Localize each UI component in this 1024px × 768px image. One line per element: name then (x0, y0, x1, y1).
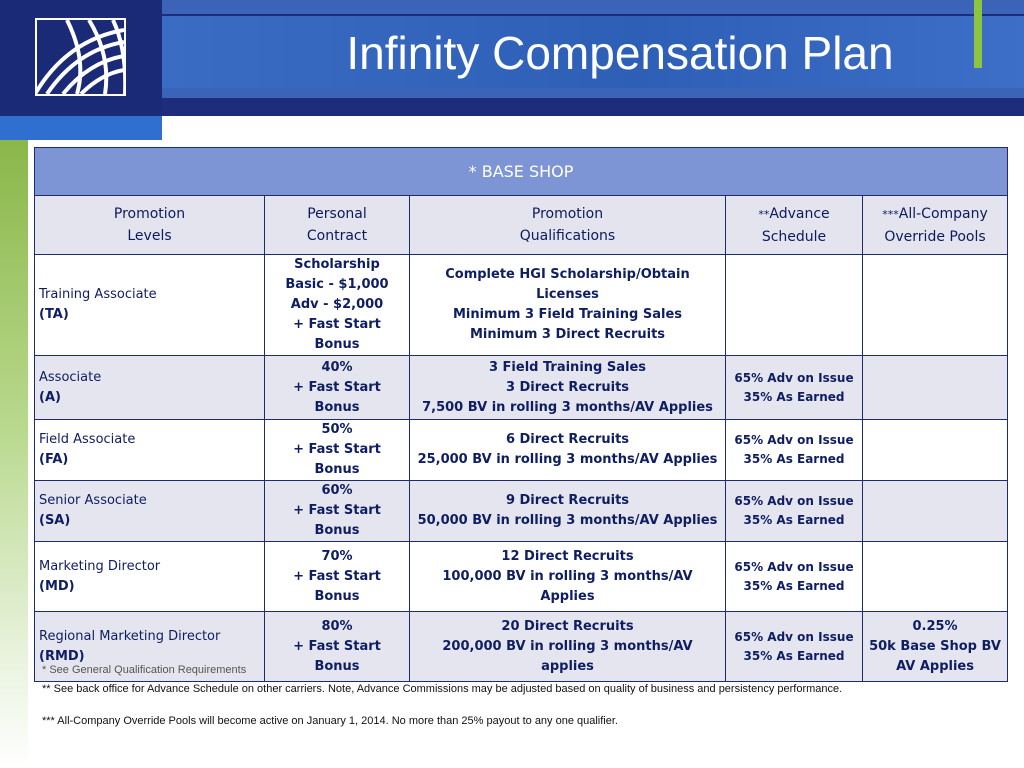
override-cell (863, 420, 1008, 481)
cell-line: + Fast Start Bonus (293, 503, 381, 538)
cell-line: Basic - $1,000 (285, 277, 389, 292)
header-stripe-top (162, 0, 1024, 14)
level-abbr: (FA) (39, 452, 69, 467)
column-header-advance-schedule (726, 196, 863, 255)
cell-line: Scholarship (294, 257, 380, 272)
cell-line: 7,500 BV in rolling 3 months/AV Applies (422, 399, 713, 415)
cell-line: 50,000 BV in rolling 3 months/AV Applies (417, 513, 718, 528)
level-abbr: (RMD) (39, 648, 85, 664)
cell-line: 3 Field Training Sales (488, 359, 647, 375)
override-cell (863, 481, 1008, 542)
cell-line: 25,000 BV in rolling 3 months/AV Applies (417, 452, 718, 467)
cell-line: 35% As Earned (743, 513, 845, 527)
cell-line: 9 Direct Recruits (505, 493, 630, 508)
cell-line: 60% (321, 483, 353, 498)
qualifications-cell (410, 356, 726, 420)
contract-cell (265, 255, 410, 356)
cell-line: + Fast Start Bonus (293, 638, 381, 674)
accent-green-tick (974, 0, 982, 68)
cell-line: 3 Direct Recruits (505, 379, 630, 395)
advance-cell (726, 420, 863, 481)
level-cell (35, 542, 265, 612)
footnote-advance-schedule: ** See back office for Advance Schedule on other carriers. Note, Advance Commissions may be adjusted based on quality of business and persistency performance. (42, 683, 843, 695)
cell-line: applies (541, 658, 594, 674)
level-cell (35, 356, 265, 420)
qualifications-cell (410, 420, 726, 481)
column-header-override-pools (863, 196, 1008, 255)
cell-line: 65% Adv on Issue (734, 370, 854, 385)
level-abbr: (A) (39, 389, 61, 405)
qualifications-cell (410, 481, 726, 542)
cell-line: 35% As Earned (743, 452, 845, 466)
cell-line: 12 Direct Recruits (501, 548, 634, 564)
level-cell (35, 255, 265, 356)
cell-line: 65% Adv on Issue (734, 559, 854, 574)
cell-line: 40% (321, 359, 353, 375)
cell-line: 20 Direct Recruits (501, 618, 634, 634)
cell-line: + Fast Start Bonus (293, 379, 381, 415)
cell-line: 65% Adv on Issue (734, 433, 854, 447)
logo-box (0, 0, 162, 116)
column-header-line: Contract (306, 228, 368, 244)
level-name: Training Associate (39, 287, 157, 302)
left-green-gradient-bar (0, 140, 28, 768)
level-name: Regional Marketing Director (39, 628, 221, 644)
cell-line: 65% Adv on Issue (734, 629, 854, 644)
base-shop-header-row (35, 148, 1008, 196)
base-shop-header: * BASE SHOP (35, 148, 1008, 196)
globe-grid-logo-icon (35, 18, 126, 96)
column-header-prefix: *** (882, 207, 899, 221)
cell-line: 100,000 BV in rolling 3 months/AV (442, 568, 693, 584)
advance-cell (726, 255, 863, 356)
advance-cell (726, 542, 863, 612)
column-header-prefix: ** (758, 207, 770, 221)
cell-line: + Fast Start Bonus (293, 317, 381, 352)
level-cell (35, 420, 265, 481)
cell-line: Minimum 3 Field Training Sales (452, 307, 682, 322)
table-row (35, 255, 1008, 356)
cell-line: 65% Adv on Issue (734, 494, 854, 508)
level-abbr: (MD) (39, 578, 75, 594)
cell-line: Minimum 3 Direct Recruits (469, 327, 666, 342)
cell-line: 35% As Earned (743, 389, 845, 404)
slide-title: Infinity Compensation Plan (346, 27, 894, 79)
table-row (35, 356, 1008, 420)
level-name: Marketing Director (39, 558, 161, 574)
cell-line: 35% As Earned (743, 578, 845, 593)
compensation-table (34, 147, 1008, 682)
header-stripe-bottom (162, 88, 1024, 98)
cell-line: Applies (540, 588, 595, 604)
column-header-line: Promotion (531, 206, 604, 222)
qualifications-cell (410, 255, 726, 356)
cell-line: 70% (321, 548, 353, 564)
cell-line: 50% (321, 422, 353, 437)
cell-line: Complete HGI Scholarship/Obtain Licenses (445, 267, 690, 302)
advance-cell (726, 356, 863, 420)
column-header-promotion-levels (35, 196, 265, 255)
level-cell (35, 481, 265, 542)
table-row (35, 481, 1008, 542)
override-cell (863, 255, 1008, 356)
footnote-override-pools: *** All-Company Override Pools will become active on January 1, 2014. No more than 25% payout to any one qualifier. (42, 715, 618, 727)
advance-cell (726, 481, 863, 542)
contract-cell (265, 420, 410, 481)
column-header-row (35, 196, 1008, 255)
column-header-line: Schedule (761, 228, 827, 245)
level-abbr: (TA) (39, 307, 69, 322)
cell-line: AV Applies (896, 658, 974, 674)
column-header-line: Advance (769, 205, 830, 222)
footnote-general-requirements: * See General Qualification Requirements (42, 664, 247, 676)
table-row (35, 542, 1008, 612)
override-cell (863, 356, 1008, 420)
cell-line: Adv - $2,000 (290, 297, 384, 312)
cell-line: 50k Base Shop BV (869, 638, 1001, 654)
cell-line: + Fast Start Bonus (293, 568, 381, 604)
cell-line: 6 Direct Recruits (505, 432, 630, 447)
override-cell (863, 542, 1008, 612)
contract-cell (265, 542, 410, 612)
column-header-line: Personal (307, 206, 367, 222)
level-abbr: (SA) (39, 513, 71, 528)
column-header-line: Promotion (113, 206, 186, 222)
column-header-promotion-qualifications (410, 196, 726, 255)
level-name: Associate (39, 369, 102, 385)
column-header-line: All-Company (898, 205, 988, 222)
level-name: Field Associate (39, 432, 136, 447)
contract-cell (265, 356, 410, 420)
column-header-line: Override Pools (884, 228, 986, 245)
table-row (35, 420, 1008, 481)
contract-cell (265, 481, 410, 542)
column-header-line: Qualifications (519, 228, 616, 244)
level-name: Senior Associate (39, 493, 147, 508)
header-tab (0, 116, 162, 140)
cell-line: 0.25% (912, 618, 958, 634)
column-header-line: Levels (127, 228, 172, 244)
cell-line: + Fast Start Bonus (293, 442, 381, 477)
cell-line: 80% (321, 618, 353, 634)
cell-line: 200,000 BV in rolling 3 months/AV (442, 638, 693, 654)
column-header-personal-contract (265, 196, 410, 255)
qualifications-cell (410, 542, 726, 612)
cell-line: 35% As Earned (743, 648, 845, 663)
